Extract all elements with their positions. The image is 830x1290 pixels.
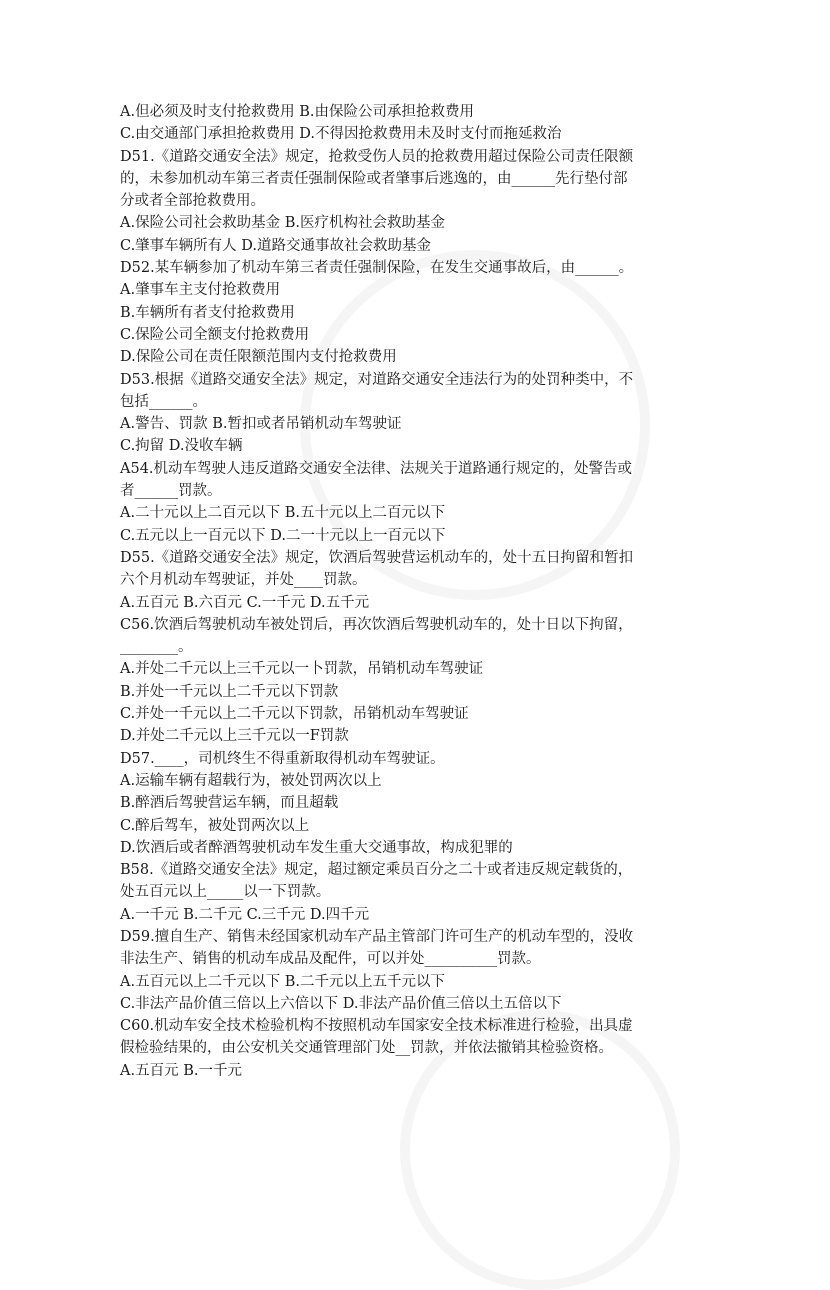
question-d59: D59.擅自生产、销售未经国家机动车产品主管部门许可生产的机动车型的，没收 — [120, 928, 634, 945]
question-d57: D57.____，司机终生不得重新取得机动车驾驶证。 — [120, 750, 445, 767]
question-d53: D53.根据《道路交通安全法》规定，对道路交通安全违法行为的处罚种类中，不 — [120, 371, 634, 388]
option-line: C.并处一千元以上二千元以下罚款，吊销机动车驾驶证 — [120, 706, 469, 723]
option-line: A.肇事车主支付抢救费用 — [120, 282, 281, 299]
option-line: A.警告、罚款 B.暂扣或者吊销机动车驾驶证 — [120, 416, 402, 433]
option-line: A.一千元 B.二千元 C.三千元 D.四千元 — [120, 906, 370, 923]
text-line: 的，未参加机动车第三者责任强制保险或者肇事后逃逸的，由______先行垫付部 — [120, 170, 628, 187]
question-c56: C56.饮酒后驾驶机动车被处罚后，再次饮酒后驾驶机动车的，处十日以下拘留， — [120, 616, 633, 633]
text-line: 假检验结果的，由公安机关交通管理部门处__罚款，并依法撤销其检验资格。 — [120, 1040, 613, 1057]
question-d52: D52.某车辆参加了机动车第三者责任强制保险，在发生交通事故后，由______。 — [120, 260, 634, 277]
option-line: C.醉后驾车，被处罚两次以上 — [120, 817, 310, 834]
option-line: C.五元以上一百元以下 D.二一十元以上一百元以下 — [120, 527, 446, 544]
question-b58: B58.《道路交通安全法》规定，超过额定乘员百分之二十或者违反规定载货的， — [120, 862, 633, 879]
option-line: C.拘留 D.没收车辆 — [120, 438, 243, 455]
question-c60: C60.机动车安全技术检验机构不按照机动车国家安全技术标准进行检验，出具虚 — [120, 1018, 633, 1035]
option-line: C.肇事车辆所有人 D.道路交通事故社会救助基金 — [120, 237, 432, 254]
option-line: A.五百元 B.六百元 C.一千元 D.五千元 — [120, 594, 370, 611]
option-line: D.饮酒后或者醉酒驾驶机动车发生重大交通事故，构成犯罪的 — [120, 839, 513, 856]
text-line: 非法生产、销售的机动车成品及配件，可以并处__________罚款。 — [120, 951, 541, 968]
question-d51: D51.《道路交通安全法》规定，抢救受伤人员的抢救费用超过保险公司责任限额 — [120, 148, 634, 165]
text-line: C.由交通部门承担抢救费用 D.不得因抢救费用未及时支付而拖延救治 — [120, 126, 562, 143]
option-line: A.二十元以上二百元以下 B.五十元以上二百元以下 — [120, 505, 445, 522]
option-line: C.非法产品价值三倍以上六倍以下 D.非法产品价值三倍以土五倍以下 — [120, 995, 562, 1012]
text-line: 处五百元以上_____以一下罚款。 — [120, 884, 331, 901]
text-line: 者______罚款。 — [120, 483, 222, 500]
option-line: A.运输车辆有超载行为，被处罚两次以上 — [120, 772, 382, 789]
option-line: D.并处二千元以上三千元以一F罚款 — [120, 728, 349, 745]
option-line: B.并处一千元以上二千元以下罚款 — [120, 683, 339, 700]
text-line: 包括______。 — [120, 393, 207, 410]
text-line: 六个月机动车驾驶证，并处____罚款。 — [120, 572, 367, 589]
option-line: A.五百元以上二千元以下 B.二千元以上五千元以下 — [120, 973, 445, 990]
question-a54: A54.机动车驾驶人违反道路交通安全法律、法规关于道路通行规定的，处警告或 — [120, 460, 633, 477]
question-d55: D55.《道路交通安全法》规定，饮酒后驾驶营运机动车的，处十五日拘留和暂扣 — [120, 549, 634, 566]
text-line: 分或者全部抢救费用。 — [120, 193, 265, 210]
option-line: B.车辆所有者支付抢救费用 — [120, 304, 295, 321]
option-line: B.醉酒后驾驶营运车辆，而且超载 — [120, 795, 339, 812]
document-body — [120, 101, 720, 1082]
option-line: D.保险公司在责任限额范围内支付抢救费用 — [120, 349, 397, 366]
option-line: A.并处二千元以上三千元以一卜罚款，吊销机动车驾驶证 — [120, 661, 484, 678]
option-line: A.保险公司社会救助基金 B.医疗机构社会救助基金 — [120, 215, 445, 232]
option-line: A.五百元 B.一千元 — [120, 1062, 242, 1079]
option-line: C.保险公司全额支付抢救费用 — [120, 326, 310, 343]
text-line: A.但必须及时支付抢救费用 B.由保险公司承担抢救费用 — [120, 104, 474, 120]
text-line: ________。 — [120, 639, 193, 656]
